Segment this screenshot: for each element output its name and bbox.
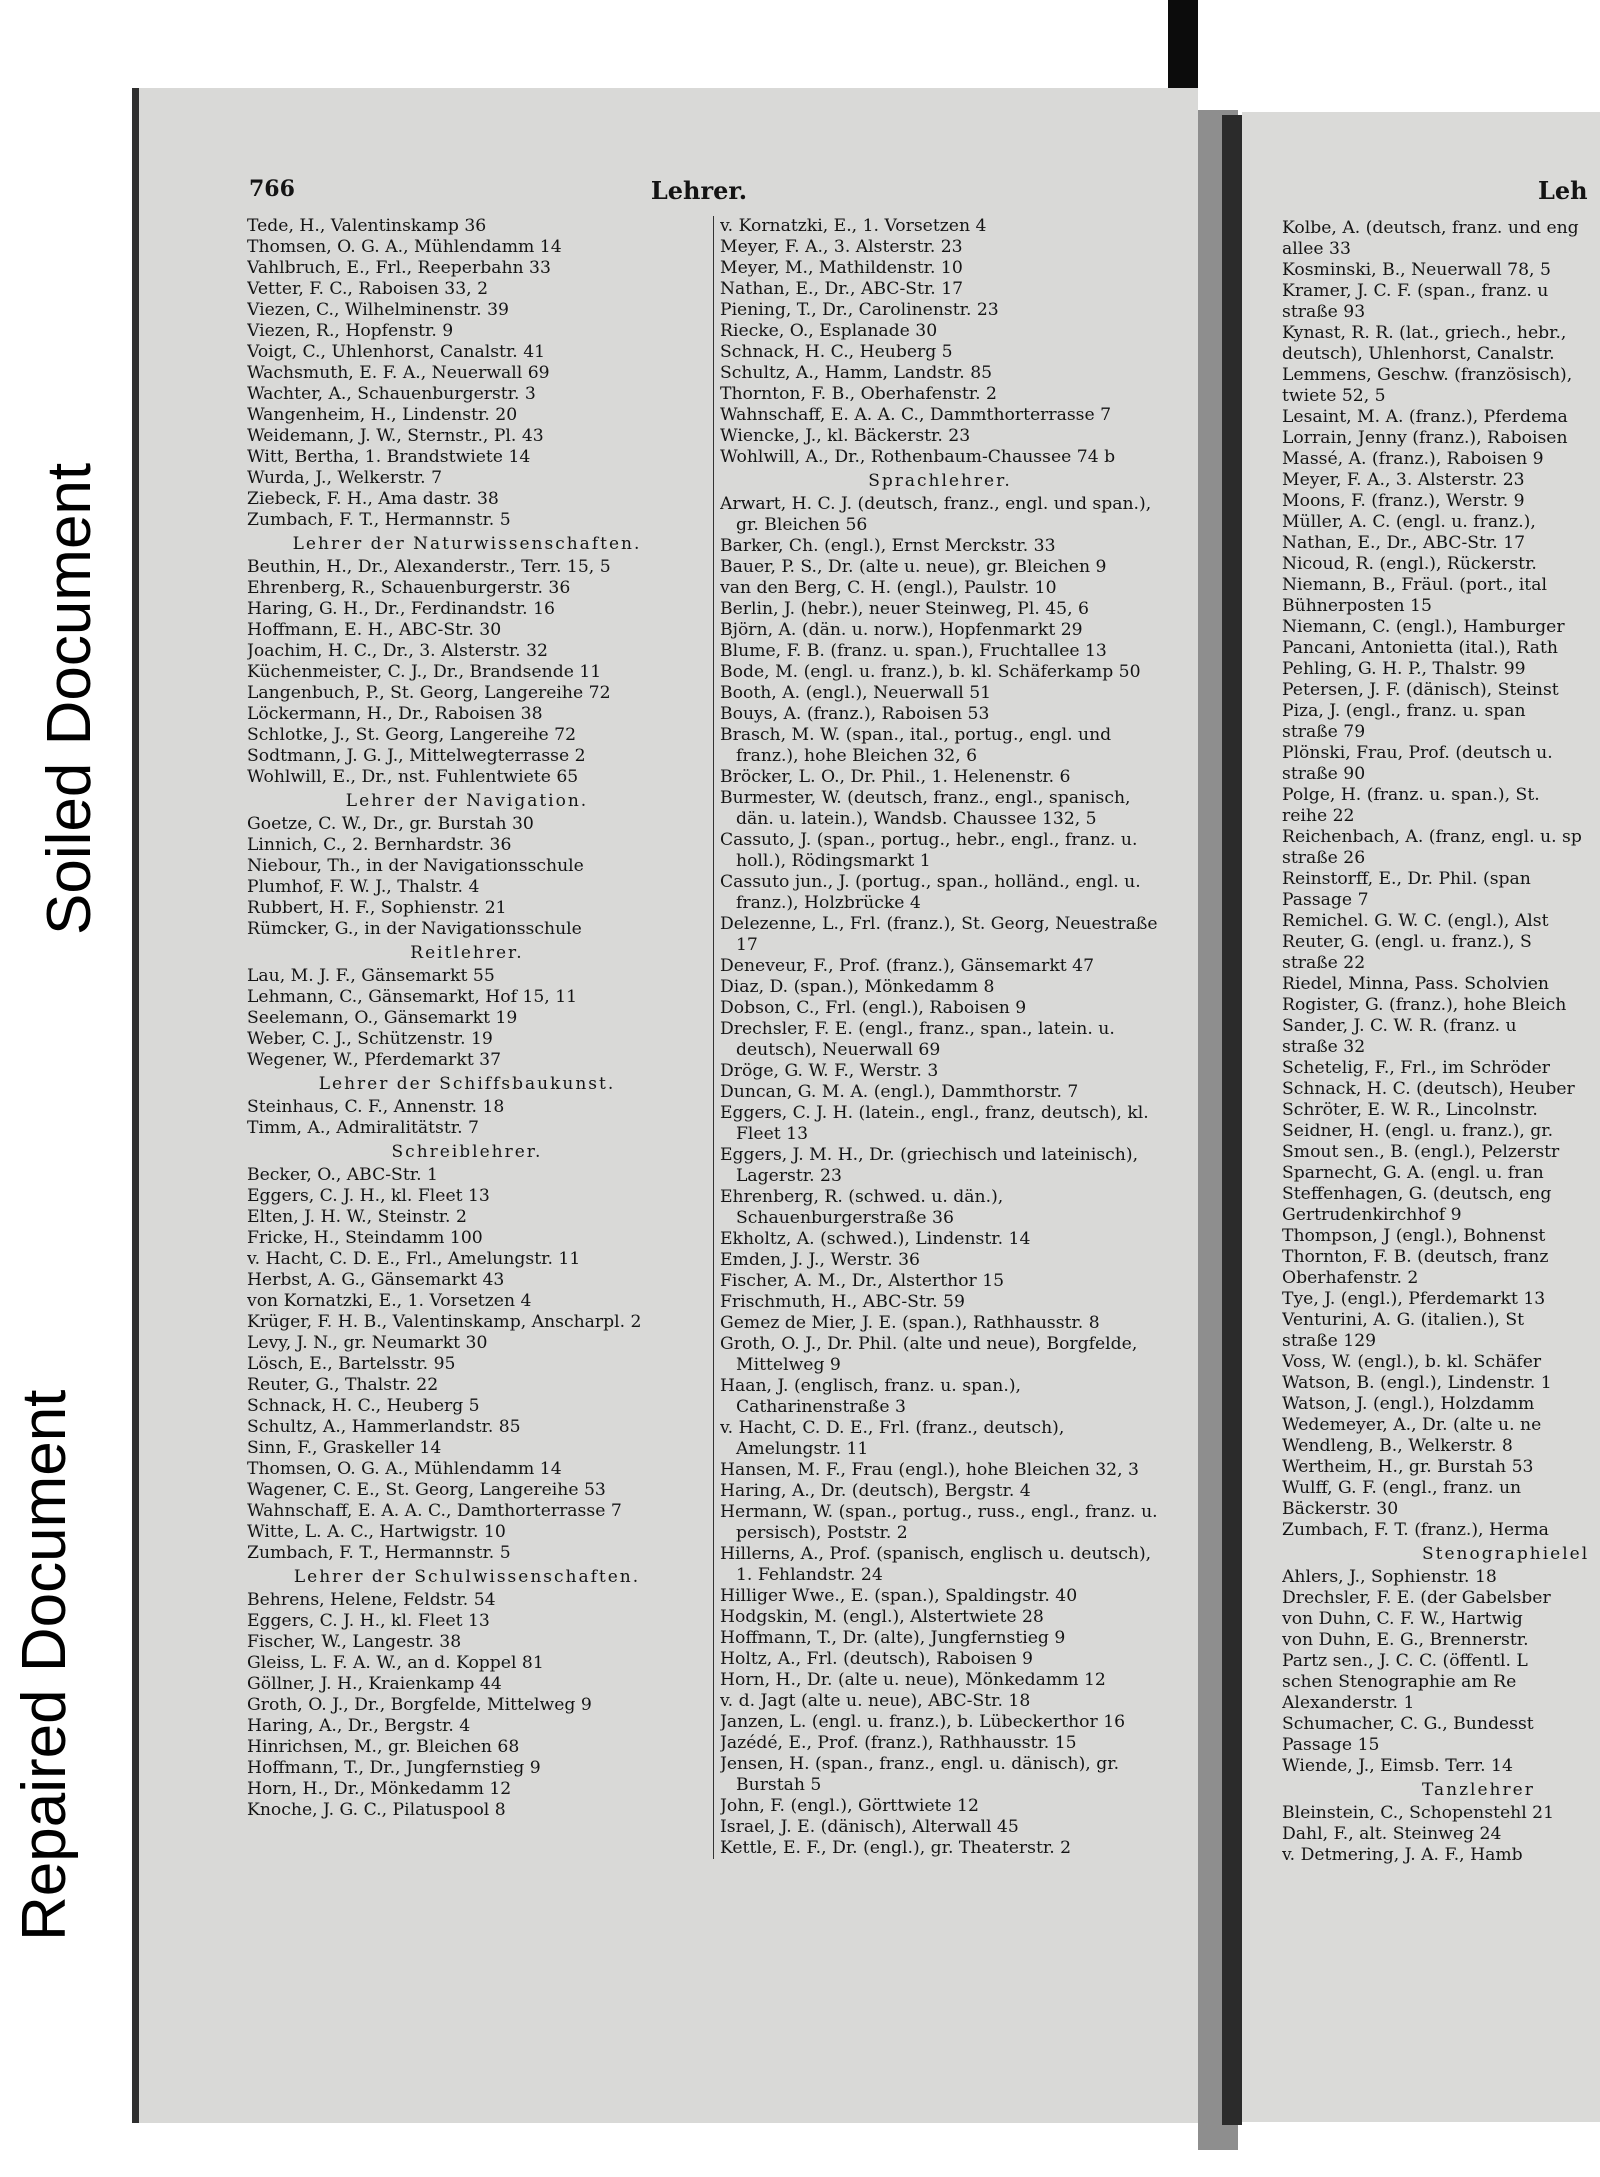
section-heading: Lehrer der Schiffsbaukunst. — [318, 1074, 616, 1094]
directory-entry: Wahnschaff, E. A. A. C., Dammthorterrasse 7 — [720, 405, 1112, 425]
directory-entry: John, F. (engl.), Görttwiete 12 — [720, 1796, 979, 1816]
directory-entry: Frischmuth, H., ABC-Str. 59 — [720, 1292, 965, 1312]
section-heading: Stenographielel — [1422, 1544, 1590, 1564]
page-number: 766 — [249, 176, 295, 202]
directory-entry: Dobson, C., Frl. (engl.), Raboisen 9 — [720, 998, 1027, 1018]
directory-entry: Arwart, H. C. J. (deutsch, franz., engl. und span.), gr. Bleichen 56 — [720, 494, 1152, 535]
directory-entry: v. d. Jagt (alte u. neue), ABC-Str. 18 — [720, 1691, 1031, 1711]
directory-entry: v. Hacht, C. D. E., Frl., Amelungstr. 11 — [247, 1249, 581, 1269]
directory-entry: Rubbert, H. F., Sophienstr. 21 — [247, 898, 507, 918]
directory-entry: Bode, M. (engl. u. franz.), b. kl. Schäferkamp 50 — [720, 662, 1141, 682]
directory-entry: Wedemeyer, A., Dr. (alte u. ne — [1282, 1415, 1542, 1435]
directory-entry: Riedel, Minna, Pass. Scholvien — [1282, 974, 1549, 994]
directory-entry: Reinstorff, E., Dr. Phil. (span — [1282, 869, 1531, 889]
directory-entry: Moons, F. (franz.), Werstr. 9 — [1282, 491, 1525, 511]
directory-entry: Pancani, Antonietta (ital.), Rath — [1282, 638, 1558, 658]
directory-entry: Wohlwill, A., Dr., Rothenbaum-Chaussee 74 b — [720, 447, 1116, 467]
directory-entry: Sinn, F., Graskeller 14 — [247, 1438, 442, 1458]
directory-entry: straße 129 — [1282, 1331, 1377, 1351]
directory-entry: Massé, A. (franz.), Raboisen 9 — [1282, 449, 1544, 469]
directory-entry: Schultz, A., Hammerlandstr. 85 — [247, 1417, 521, 1437]
directory-entry: Thompson, J (engl.), Bohnenst — [1282, 1226, 1546, 1246]
directory-entry: Becker, O., ABC-Str. 1 — [247, 1165, 438, 1185]
directory-entry: Lesaint, M. A. (franz.), Pferdema — [1282, 407, 1568, 427]
directory-entry: Elten, J. H. W., Steinstr. 2 — [247, 1207, 467, 1227]
directory-entry: Piza, J. (engl., franz. u. span — [1282, 701, 1526, 721]
directory-entry: Sander, J. C. W. R. (franz. u — [1282, 1016, 1517, 1036]
directory-entry: Witt, Bertha, 1. Brandstwiete 14 — [247, 447, 531, 467]
directory-entry: Piening, T., Dr., Carolinenstr. 23 — [720, 300, 999, 320]
right-page — [1242, 112, 1600, 2122]
directory-entry: Diaz, D. (span.), Mönkedamm 8 — [720, 977, 995, 997]
directory-entry: Schetelig, F., Frl., im Schröder — [1282, 1058, 1550, 1078]
directory-entry: Vetter, F. C., Raboisen 33, 2 — [247, 279, 489, 299]
directory-entry: Meyer, F. A., 3. Alsterstr. 23 — [1282, 470, 1525, 490]
directory-entry: v. Detmering, J. A. F., Hamb — [1282, 1845, 1523, 1865]
directory-entry: Eggers, J. M. H., Dr. (griechisch und lateinisch), Lagerstr. 23 — [720, 1145, 1139, 1186]
directory-entry: Groth, O. J., Dr., Borgfelde, Mittelweg 9 — [247, 1695, 592, 1715]
directory-entry: Bröcker, L. O., Dr. Phil., 1. Helenenstr. 6 — [720, 767, 1071, 787]
directory-entry: Ahlers, J., Sophienstr. 18 — [1282, 1567, 1497, 1587]
directory-entry: von Duhn, C. F. W., Hartwig — [1282, 1609, 1523, 1629]
directory-entry: Horn, H., Dr. (alte u. neue), Mönkedamm 12 — [720, 1670, 1106, 1690]
section-heading: Lehrer der Schulwissenschaften. — [293, 1567, 641, 1587]
directory-entry: Duncan, G. M. A. (engl.), Dammthorstr. 7 — [720, 1082, 1079, 1102]
directory-entry: Hoffmann, E. H., ABC-Str. 30 — [247, 620, 502, 640]
directory-entry: Oberhafenstr. 2 — [1282, 1268, 1419, 1288]
directory-entry: Ehrenberg, R. (schwed. u. dän.), Schauenburgerstraße 36 — [720, 1187, 1004, 1228]
directory-entry: Lemmens, Geschw. (französisch), — [1282, 365, 1573, 385]
directory-entry: Emden, J. J., Werstr. 36 — [720, 1250, 920, 1270]
directory-entry: Haring, G. H., Dr., Ferdinandstr. 16 — [247, 599, 555, 619]
directory-entry: Reichenbach, A. (franz, engl. u. sp — [1282, 827, 1582, 847]
section-heading: Sprachlehrer. — [868, 471, 1012, 491]
directory-entry: Fischer, W., Langestr. 38 — [247, 1632, 462, 1652]
directory-entry: Gleiss, L. F. A. W., an d. Koppel 81 — [247, 1653, 544, 1673]
section-heading: Lehrer der Naturwissenschaften. — [292, 534, 642, 554]
directory-entry: Meyer, M., Mathildenstr. 10 — [720, 258, 963, 278]
directory-entry: Booth, A. (engl.), Neuerwall 51 — [720, 683, 992, 703]
directory-entry: Deneveur, F., Prof. (franz.), Gänsemarkt 47 — [720, 956, 1095, 976]
directory-entry: Partz sen., J. C. C. (öffentl. L — [1282, 1651, 1528, 1671]
directory-entry: Krüger, F. H. B., Valentinskamp, Anscharpl. 2 — [247, 1312, 642, 1332]
gutter-shadow — [1222, 115, 1242, 2125]
directory-entry: Niebour, Th., in der Navigationsschule — [247, 856, 584, 876]
directory-entry: Kettle, E. F., Dr. (engl.), gr. Theaterstr. 2 — [720, 1838, 1072, 1858]
directory-entry: Hansen, M. F., Frau (engl.), hohe Bleichen 32, 3 — [720, 1460, 1139, 1480]
directory-entry: Smout sen., B. (engl.), Pelzerstr — [1282, 1142, 1560, 1162]
directory-entry: Polge, H. (franz. u. span.), St. — [1282, 785, 1540, 805]
directory-entry: Witte, L. A. C., Hartwigstr. 10 — [247, 1522, 506, 1542]
directory-entry: Horn, H., Dr., Mönkedamm 12 — [247, 1779, 512, 1799]
directory-entry: Zumbach, F. T., Hermannstr. 5 — [247, 1543, 511, 1563]
directory-entry: Göllner, J. H., Kraienkamp 44 — [247, 1674, 502, 1694]
directory-entry: Levy, J. N., gr. Neumarkt 30 — [247, 1333, 488, 1353]
directory-entry: Drechsler, F. E. (engl., franz., span., latein. u. deutsch), Neuerwall 69 — [720, 1019, 1115, 1060]
directory-entry: Israel, J. E. (dänisch), Alterwall 45 — [720, 1817, 1019, 1837]
directory-entry: Cassuto jun., J. (portug., span., holländ., engl. u. franz.), Holzbrücke 4 — [720, 872, 1141, 913]
directory-entry: Wulff, G. F. (engl., franz. un — [1282, 1478, 1522, 1498]
directory-entry: Hinrichsen, M., gr. Bleichen 68 — [247, 1737, 520, 1757]
directory-entry: Wertheim, H., gr. Burstah 53 — [1282, 1457, 1534, 1477]
directory-entry: Watson, B. (engl.), Lindenstr. 1 — [1282, 1373, 1552, 1393]
directory-entry: Hilliger Wwe., E. (span.), Spaldingstr. 40 — [720, 1586, 1078, 1606]
directory-entry: Vahlbruch, E., Frl., Reeperbahn 33 — [247, 258, 551, 278]
directory-entry: Barker, Ch. (engl.), Ernst Merckstr. 33 — [720, 536, 1056, 556]
directory-entry: Eggers, C. J. H., kl. Fleet 13 — [247, 1611, 490, 1631]
directory-entry: Wangenheim, H., Lindenstr. 20 — [247, 405, 518, 425]
directory-entry: Seidner, H. (engl. u. franz.), gr. — [1282, 1121, 1554, 1141]
directory-entry: allee 33 — [1282, 239, 1351, 259]
directory-entry: Berlin, J. (hebr.), neuer Steinweg, Pl. 45, 6 — [720, 599, 1089, 619]
directory-entry: Zumbach, F. T., Hermannstr. 5 — [247, 510, 511, 530]
directory-entry: Rogister, G. (franz.), hohe Bleich — [1282, 995, 1567, 1015]
directory-entry: Venturini, A. G. (italien.), St — [1282, 1310, 1525, 1330]
directory-entry: Sodtmann, J. G. J., Mittelwegterrasse 2 — [247, 746, 586, 766]
directory-entry: Wiende, J., Eimsb. Terr. 14 — [1282, 1756, 1513, 1776]
directory-entry: Brasch, M. W. (span., ital., portug., engl. und franz.), hohe Bleichen 32, 6 — [720, 725, 1112, 766]
directory-entry: Hoffmann, T., Dr. (alte), Jungfernstieg 9 — [720, 1628, 1066, 1648]
directory-entry: Holtz, A., Frl. (deutsch), Raboisen 9 — [720, 1649, 1033, 1669]
directory-entry: straße 22 — [1282, 953, 1366, 973]
directory-entry: Bleinstein, C., Schopenstehl 21 — [1282, 1803, 1555, 1823]
directory-entry: Björn, A. (dän. u. norw.), Hopfenmarkt 29 — [720, 620, 1083, 640]
directory-entry: Linnich, C., 2. Bernhardstr. 36 — [247, 835, 512, 855]
directory-entry: Viezen, C., Wilhelminenstr. 39 — [247, 300, 509, 320]
directory-entry: Hodgskin, M. (engl.), Alstertwiete 28 — [720, 1607, 1044, 1627]
directory-entry: Reuter, G., Thalstr. 22 — [247, 1375, 439, 1395]
directory-entry: Kolbe, A. (deutsch, franz. und eng — [1282, 218, 1579, 238]
directory-entry: Passage 15 — [1282, 1735, 1380, 1755]
directory-entry: Niemann, B., Fräul. (port., ital — [1282, 575, 1547, 595]
section-heading: Tanzlehrer — [1422, 1780, 1535, 1800]
directory-entry: Passage 7 — [1282, 890, 1369, 910]
soiled-document-label: Soiled Document — [35, 462, 104, 935]
section-heading: Schreiblehrer. — [391, 1142, 543, 1162]
section-heading: Reitlehrer. — [410, 943, 524, 963]
directory-entry: straße 26 — [1282, 848, 1366, 868]
right-running-head: Leh — [1538, 176, 1588, 205]
directory-entry: straße 90 — [1282, 764, 1366, 784]
directory-entry: Schumacher, C. G., Bundesst — [1282, 1714, 1534, 1734]
directory-entry: Groth, O. J., Dr. Phil. (alte und neue), Borgfelde, Mittelweg 9 — [720, 1334, 1138, 1375]
directory-entry: Nathan, E., Dr., ABC-Str. 17 — [1282, 533, 1526, 553]
directory-entry: Goetze, C. W., Dr., gr. Burstah 30 — [247, 814, 534, 834]
directory-entry: twiete 52, 5 — [1282, 386, 1386, 406]
directory-entry: Beuthin, H., Dr., Alexanderstr., Terr. 15, 5 — [247, 557, 611, 577]
directory-entry: Schultz, A., Hamm, Landstr. 85 — [720, 363, 993, 383]
directory-entry: Gemez de Mier, J. E. (span.), Rathhausstr. 8 — [720, 1313, 1100, 1333]
directory-entry: Jensen, H. (span., franz., engl. u. dänisch), gr. Burstah 5 — [720, 1754, 1120, 1795]
directory-entry: Lorrain, Jenny (franz.), Raboisen — [1282, 428, 1568, 448]
directory-entry: Schnack, H. C. (deutsch), Heuber — [1282, 1079, 1575, 1099]
directory-entry: Küchenmeister, C. J., Dr., Brandsende 11 — [247, 662, 602, 682]
directory-entry: Joachim, H. C., Dr., 3. Alsterstr. 32 — [247, 641, 548, 661]
directory-entry: Bouys, A. (franz.), Raboisen 53 — [720, 704, 990, 724]
repaired-document-label: Repaired Document — [10, 1389, 79, 1941]
directory-entry: Fischer, A. M., Dr., Alsterthor 15 — [720, 1271, 1005, 1291]
directory-entry: Tede, H., Valentinskamp 36 — [247, 216, 487, 236]
directory-entry: straße 93 — [1282, 302, 1366, 322]
directory-entry: Nicoud, R. (engl.), Rückerstr. — [1282, 554, 1537, 574]
directory-entry: Schröter, E. W. R., Lincolnstr. — [1282, 1100, 1538, 1120]
right-column — [1282, 218, 1600, 1866]
directory-entry: Löckermann, H., Dr., Raboisen 38 — [247, 704, 543, 724]
directory-entry: Petersen, J. F. (dänisch), Steinst — [1282, 680, 1559, 700]
directory-entry: Timm, A., Admiralitätstr. 7 — [247, 1118, 479, 1138]
directory-entry: Lösch, E., Bartelsstr. 95 — [247, 1354, 456, 1374]
directory-entry: Bühnerposten 15 — [1282, 596, 1432, 616]
directory-entry: Ziebeck, F. H., Ama dastr. 38 — [247, 489, 499, 509]
directory-entry: Dröge, G. W. F., Werstr. 3 — [720, 1061, 939, 1081]
directory-entry: Plumhof, F. W. J., Thalstr. 4 — [247, 877, 480, 897]
directory-entry: Langenbuch, P., St. Georg, Langereihe 72 — [247, 683, 611, 703]
directory-entry: Weidemann, J. W., Sternstr., Pl. 43 — [247, 426, 544, 446]
directory-entry: Delezenne, L., Frl. (franz.), St. Georg, Neuestraße 17 — [720, 914, 1158, 955]
directory-entry: Kramer, J. C. F. (span., franz. u — [1282, 281, 1549, 301]
directory-entry: Remichel. G. W. C. (engl.), Alst — [1282, 911, 1549, 931]
directory-entry: v. Kornatzki, E., 1. Vorsetzen 4 — [720, 216, 987, 236]
directory-entry: Voigt, C., Uhlenhorst, Canalstr. 41 — [247, 342, 546, 362]
directory-entry: Pehling, G. H. P., Thalstr. 99 — [1282, 659, 1526, 679]
directory-entry: Wagener, C. E., St. Georg, Langereihe 53 — [247, 1480, 606, 1500]
directory-entry: Ehrenberg, R., Schauenburgerstr. 36 — [247, 578, 571, 598]
directory-entry: Sparnecht, G. A. (engl. u. fran — [1282, 1163, 1544, 1183]
directory-entry: Wachsmuth, E. F. A., Neuerwall 69 — [247, 363, 550, 383]
directory-entry: Lehmann, C., Gänsemarkt, Hof 15, 11 — [247, 987, 578, 1007]
directory-entry: Drechsler, F. E. (der Gabelsber — [1282, 1588, 1551, 1608]
directory-entry: Eggers, C. J. H. (latein., engl., franz, deutsch), kl. Fleet 13 — [720, 1103, 1149, 1144]
directory-entry: v. Hacht, C. D. E., Frl. (franz., deutsch), Amelungstr. 11 — [720, 1418, 1065, 1459]
running-head: Lehrer. — [650, 176, 748, 205]
directory-entry: von Duhn, E. G., Brennerstr. — [1282, 1630, 1529, 1650]
directory-entry: Wegener, W., Pferdemarkt 37 — [247, 1050, 502, 1070]
directory-entry: Nathan, E., Dr., ABC-Str. 17 — [720, 279, 964, 299]
directory-entry: Haring, A., Dr. (deutsch), Bergstr. 4 — [720, 1481, 1031, 1501]
directory-entry: Zumbach, F. T. (franz.), Herma — [1282, 1520, 1549, 1540]
directory-entry: Bauer, P. S., Dr. (alte u. neue), gr. Bleichen 9 — [720, 557, 1107, 577]
directory-entry: Seelemann, O., Gänsemarkt 19 — [247, 1008, 518, 1028]
directory-entry: Bäckerstr. 30 — [1282, 1499, 1399, 1519]
directory-entry: Steinhaus, C. F., Annenstr. 18 — [247, 1097, 505, 1117]
directory-entry: Watson, J. (engl.), Holzdamm — [1282, 1394, 1535, 1414]
directory-entry: Alexanderstr. 1 — [1282, 1693, 1415, 1713]
directory-entry: Thornton, F. B., Oberhafenstr. 2 — [720, 384, 997, 404]
directory-entry: Ekholtz, A. (schwed.), Lindenstr. 14 — [720, 1229, 1031, 1249]
directory-entry: Jazédé, E., Prof. (franz.), Rathhausstr. 15 — [720, 1733, 1077, 1753]
directory-entry: Müller, A. C. (engl. u. franz.), — [1282, 512, 1536, 532]
directory-entry: Wiencke, J., kl. Bäckerstr. 23 — [720, 426, 971, 446]
left-column — [247, 216, 687, 1821]
directory-entry: Rümcker, G., in der Navigationsschule — [247, 919, 582, 939]
directory-entry: van den Berg, C. H. (engl.), Paulstr. 10 — [720, 578, 1057, 598]
middle-column — [713, 216, 1160, 1859]
directory-entry: Knoche, J. G. C., Pilatuspool 8 — [247, 1800, 506, 1820]
directory-entry: Burmester, W. (deutsch, franz., engl., spanisch, dän. u. latein.), Wandsb. Chaussee 132, 5 — [720, 788, 1131, 829]
page-header — [249, 176, 1149, 216]
directory-entry: Fricke, H., Steindamm 100 — [247, 1228, 483, 1248]
directory-entry: Herbst, A. G., Gänsemarkt 43 — [247, 1270, 505, 1290]
directory-entry: Hoffmann, T., Dr., Jungfernstieg 9 — [247, 1758, 541, 1778]
directory-entry: straße 32 — [1282, 1037, 1366, 1057]
directory-entry: Haan, J. (englisch, franz. u. span.), Catharinenstraße 3 — [720, 1376, 1021, 1417]
directory-entry: Plönski, Frau, Prof. (deutsch u. — [1282, 743, 1553, 763]
directory-entry: Kynast, R. R. (lat., griech., hebr., — [1282, 323, 1567, 343]
directory-entry: Thomsen, O. G. A., Mühlendamm 14 — [247, 237, 562, 257]
directory-entry: Schnack, H. C., Heuberg 5 — [720, 342, 953, 362]
directory-entry: Voss, W. (engl.), b. kl. Schäfer — [1282, 1352, 1542, 1372]
directory-entry: Schnack, H. C., Heuberg 5 — [247, 1396, 480, 1416]
left-page — [136, 88, 1203, 2123]
directory-entry: Viezen, R., Hopfenstr. 9 — [247, 321, 454, 341]
directory-entry: Tye, J. (engl.), Pferdemarkt 13 — [1282, 1289, 1546, 1309]
directory-entry: Weber, C. J., Schützenstr. 19 — [247, 1029, 493, 1049]
directory-entry: Kosminski, B., Neuerwall 78, 5 — [1282, 260, 1551, 280]
directory-entry: Haring, A., Dr., Bergstr. 4 — [247, 1716, 471, 1736]
directory-entry: Eggers, C. J. H., kl. Fleet 13 — [247, 1186, 490, 1206]
directory-entry: Thornton, F. B. (deutsch, franz — [1282, 1247, 1549, 1267]
directory-entry: Niemann, C. (engl.), Hamburger — [1282, 617, 1565, 637]
directory-entry: Dahl, F., alt. Steinweg 24 — [1282, 1824, 1502, 1844]
directory-entry: Reuter, G. (engl. u. franz.), S — [1282, 932, 1532, 952]
directory-entry: Cassuto, J. (span., portug., hebr., engl., franz. u. holl.), Rödingsmarkt 1 — [720, 830, 1138, 871]
directory-entry: Wohlwill, E., Dr., nst. Fuhlentwiete 65 — [247, 767, 579, 787]
side-label-strip — [0, 0, 130, 2177]
scan-edge-bar — [1168, 0, 1198, 95]
directory-entry: Wahnschaff, E. A. A. C., Damthorterrasse 7 — [247, 1501, 622, 1521]
directory-entry: Steffenhagen, G. (deutsch, eng — [1282, 1184, 1552, 1204]
directory-entry: von Kornatzki, E., 1. Vorsetzen 4 — [247, 1291, 532, 1311]
directory-entry: reihe 22 — [1282, 806, 1355, 826]
directory-entry: Behrens, Helene, Feldstr. 54 — [247, 1590, 496, 1610]
directory-entry: Wachter, A., Schauenburgerstr. 3 — [247, 384, 536, 404]
directory-entry: Meyer, F. A., 3. Alsterstr. 23 — [720, 237, 963, 257]
directory-entry: Wurda, J., Welkerstr. 7 — [247, 468, 443, 488]
directory-entry: Thomsen, O. G. A., Mühlendamm 14 — [247, 1459, 562, 1479]
directory-entry: Lau, M. J. F., Gänsemarkt 55 — [247, 966, 495, 986]
directory-entry: Janzen, L. (engl. u. franz.), b. Lübeckerthor 16 — [720, 1712, 1126, 1732]
directory-entry: Riecke, O., Esplanade 30 — [720, 321, 938, 341]
directory-entry: straße 79 — [1282, 722, 1366, 742]
directory-entry: Hermann, W. (span., portug., russ., engl., franz. u. persisch), Poststr. 2 — [720, 1502, 1158, 1543]
directory-entry: Gertrudenkirchhof 9 — [1282, 1205, 1462, 1225]
directory-entry: deutsch), Uhlenhorst, Canalstr. — [1282, 344, 1555, 364]
section-heading: Lehrer der Navigation. — [345, 791, 589, 811]
directory-entry: Hillerns, A., Prof. (spanisch, englisch u. deutsch), 1. Fehlandstr. 24 — [720, 1544, 1152, 1585]
directory-entry: Blume, F. B. (franz. u. span.), Fruchtallee 13 — [720, 641, 1107, 661]
directory-entry: Schlotke, J., St. Georg, Langereihe 72 — [247, 725, 577, 745]
directory-entry: schen Stenographie am Re — [1282, 1672, 1517, 1692]
directory-entry: Wendleng, B., Welkerstr. 8 — [1282, 1436, 1513, 1456]
